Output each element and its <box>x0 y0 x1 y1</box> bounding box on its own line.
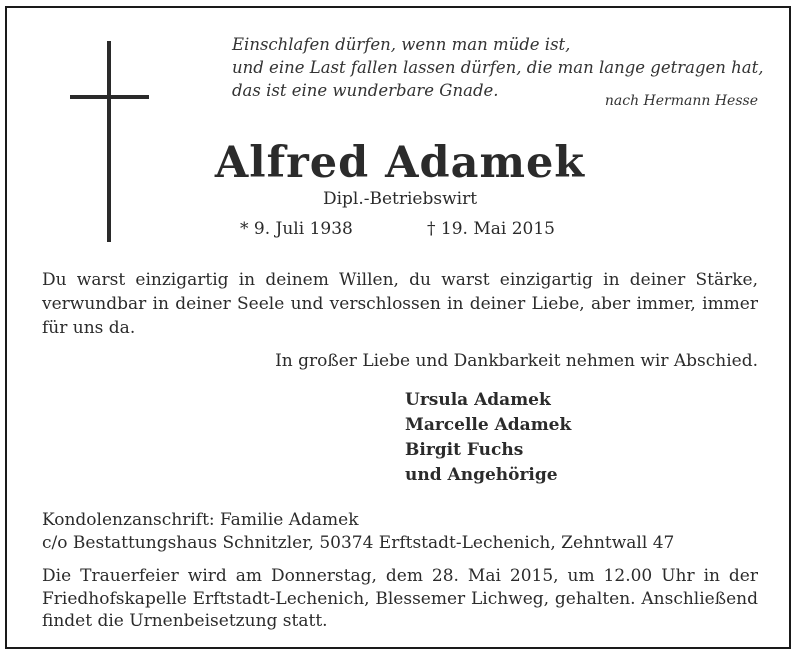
quote-line: Einschlafen dürfen, wenn man müde ist, <box>232 35 571 54</box>
quote-line: und eine Last fallen lassen dürfen, die man lange getragen hat, <box>232 58 764 77</box>
condolence-line: c/o Bestattungshaus Schnitzler, 50374 Erftstadt-Lechenich, Zehntwall 47 <box>42 532 675 553</box>
quote <box>232 33 772 102</box>
quote-author: nach Hermann Hesse <box>604 93 758 109</box>
farewell-text: In großer Liebe und Dankbarkeit nehmen wir Abschied. <box>275 351 758 371</box>
birth-date: * 9. Juli 1938 <box>240 219 353 239</box>
mourner-name: Ursula Adamek <box>405 390 551 410</box>
mourners-list <box>405 388 571 488</box>
mourner-name: und Angehörige <box>405 465 558 485</box>
funeral-notice: Die Trauerfeier wird am Donnerstag, dem 28. Mai 2015, um 12.00 Uhr in der Friedhofskapelle Erftstadt-Lechenich, Blessemer Lichweg, gehalten. Anschließend findet die Urnenbeisetzung statt. <box>42 566 758 631</box>
cross-icon-bar <box>70 95 149 99</box>
condolence-line: Kondolenzanschrift: Familie Adamek <box>42 510 359 530</box>
condolence-address <box>42 509 758 554</box>
mourner-name: Marcelle Adamek <box>405 415 572 435</box>
deceased-title: Dipl.-Betriebswirt <box>322 189 478 209</box>
death-date: † 19. Mai 2015 <box>427 219 555 239</box>
quote-line: das ist eine wunderbare Gnade. <box>232 81 499 100</box>
mourner-name: Birgit Fuchs <box>405 440 524 460</box>
tribute-text: Du warst einzigartig in deinem Willen, du warst einzigartig in deiner Stärke, verwundbar in deiner Seele und verschlossen in deiner Liebe, aber immer, immer für uns da. <box>42 270 758 338</box>
deceased-name: Alfred Adamek <box>214 138 586 188</box>
